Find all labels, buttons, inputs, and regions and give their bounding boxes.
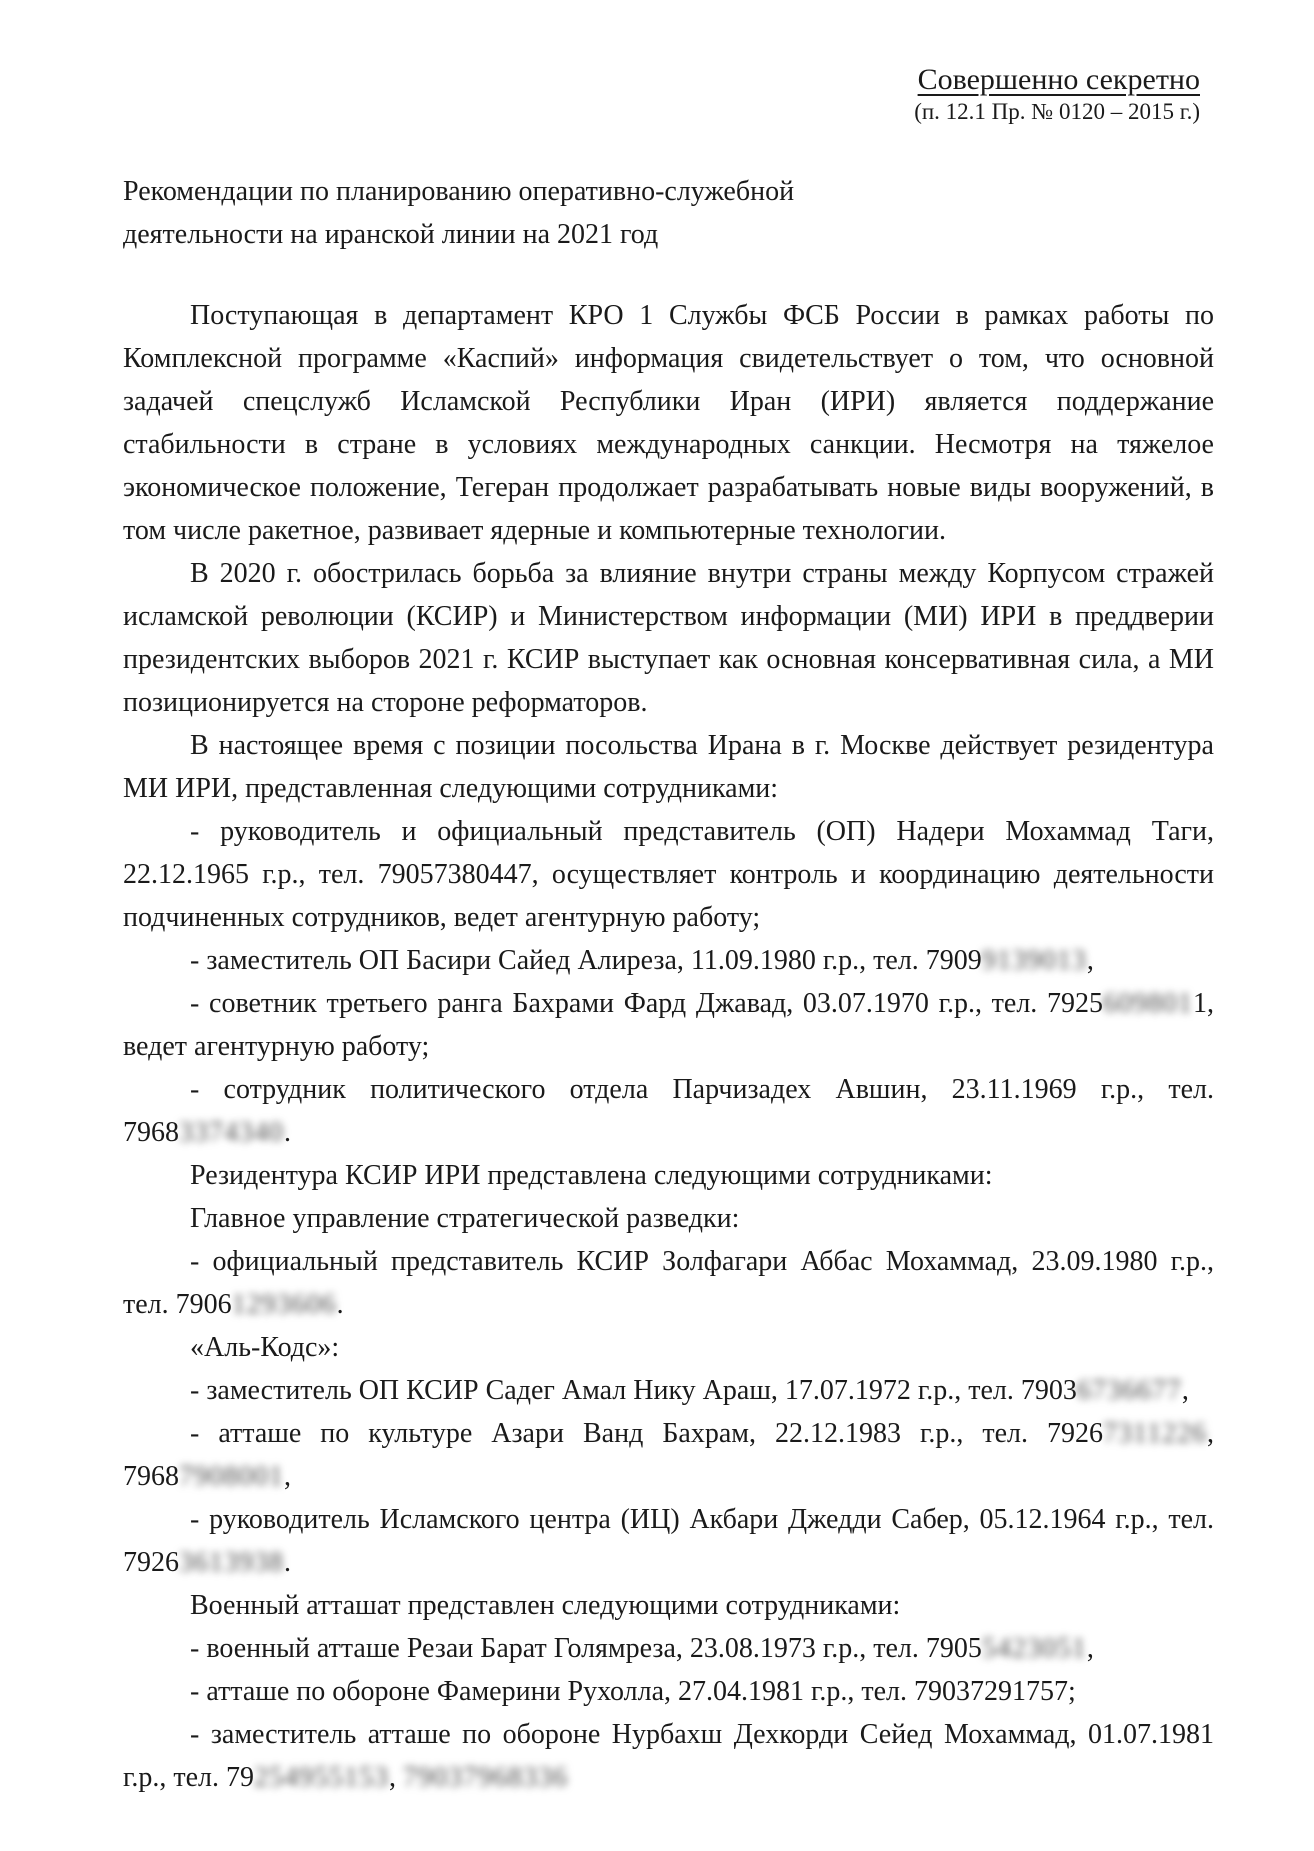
document-title-line: деятельности на иранской линии на 2021 год (123, 219, 659, 250)
redacted-phone-digits: 7908001 (179, 1461, 284, 1492)
redacted-phone-digits: 5423051 (981, 1633, 1087, 1664)
text-run: Поступающая в департамент КРО 1 Службы ФСБ России в рамках работы по Комплексной программе «Каспий» информация свидетельствует о том, что основной задачей спецслужб Исламской Республики Иран (ИРИ) является поддержание стабильности в стране в условиях международных санкции. Несмотря на тяжелое экономическое положение, Тегеран продолжает разрабатывать новые виды вооружений, в том числе ракетное, развивает ядерные и компьютерные технологии. (123, 300, 1214, 546)
text-run: «Аль-Кодс»: (190, 1332, 340, 1363)
text-run: . (284, 1547, 291, 1578)
paragraph-ksir-rezidentura-intro (123, 1154, 1214, 1197)
text-run: Резидентура КСИР ИРИ представлена следующими сотрудниками: (190, 1160, 993, 1191)
redacted-phone-digits: 7311226 (1103, 1418, 1207, 1449)
document-body (123, 294, 1214, 1799)
text-run: В 2020 г. обострилась борьба за влияние внутри страны между Корпусом стражей исламской революции (КСИР) и Министерством информации (МИ) ИРИ в преддверии президентских выборов 2021 г. КСИР выступает как основная консервативная сила, а МИ позиционируется на стороне реформаторов. (123, 558, 1214, 718)
paragraph-intro (123, 294, 1214, 552)
list-item-azari (123, 1412, 1214, 1498)
text-run: - заместитель ОП Басири Сайед Алиреза, 11.09.1980 г.р., тел. 7909 (190, 945, 982, 976)
text-run: Главное управление стратегической разведки: (190, 1203, 740, 1234)
text-run: . (336, 1289, 344, 1320)
classification-note: (п. 12.1 Пр. № 0120 – 2015 г.) (914, 99, 1200, 124)
redacted-phone-digits: 3613938 (179, 1547, 284, 1578)
text-run: - военный атташе Резаи Барат Голямреза, 23.08.1973 г.р., тел. 7905 (190, 1633, 982, 1664)
text-run: - атташе по обороне Фамерини Рухолла, 27.04.1981 г.р., тел. 79037291757; (190, 1676, 1076, 1707)
text-run: - сотрудник политического отдела Парчизадех Авшин, 23.11.1969 г.р., тел. 7968 (123, 1074, 1214, 1148)
text-run: - заместитель атташе по обороне Нурбахш Дехкорди Сейед Мохаммад, 01.07.1981 г.р., тел. 79 (123, 1719, 1214, 1793)
text-run: , (1086, 945, 1094, 976)
document-title-line: Рекомендации по планированию оперативно-служебной (123, 176, 795, 207)
list-item-parchizadeh (123, 1068, 1214, 1154)
text-run: , (284, 1461, 291, 1492)
text-run: , (1181, 1375, 1189, 1406)
text-run: , 7968 (123, 1418, 1214, 1492)
text-run: - руководитель Исламского центра (ИЦ) Акбари Джедди Сабер, 05.12.1964 г.р., тел. 7926 (123, 1504, 1214, 1578)
text-run: . (284, 1117, 291, 1148)
text-run: - официальный представитель КСИР Золфагари Аббас Мохаммад, 23.09.1980 г.р., тел. 7906 (123, 1246, 1214, 1320)
text-run: Военный атташат представлен следующими сотрудниками: (190, 1590, 901, 1621)
text-run: - советник третьего ранга Бахрами Фард Джавад, 03.07.1970 г.р., тел. 7925 (190, 988, 1103, 1019)
list-item-famerini (123, 1670, 1214, 1713)
redacted-phone-digits: 3374340 (179, 1117, 284, 1148)
text-run: , (388, 1762, 403, 1793)
list-item-rezai (123, 1627, 1214, 1670)
redacted-phone-digits: 6736677 (1076, 1375, 1182, 1406)
text-run: 1, ведет агентурную работу; (123, 988, 1214, 1062)
text-run: - атташе по культуре Азари Ванд Бахрам, 22.12.1983 г.р., тел. 7926 (190, 1418, 1104, 1449)
redacted-phone-digits: 609801 (1103, 988, 1193, 1019)
paragraph-al-kods-heading (123, 1326, 1214, 1369)
paragraph-military-attache-intro (123, 1584, 1214, 1627)
document-title (123, 170, 1214, 256)
paragraph-2020-struggle (123, 552, 1214, 724)
list-item-naderi (123, 810, 1214, 939)
text-run: , (1086, 1633, 1094, 1664)
text-run: В настоящее время с позиции посольства Ирана в г. Москве действует резидентура МИ ИРИ, представленная следующими сотрудниками: (123, 730, 1214, 804)
classification-stamp: Совершенно секретно (917, 63, 1200, 96)
list-item-nurbakhsh (123, 1713, 1214, 1799)
redacted-phone-digits: 254955153 (253, 1762, 389, 1793)
list-item-sadeg (123, 1369, 1214, 1412)
list-item-zolfagari (123, 1240, 1214, 1326)
paragraph-strategic-intel-heading (123, 1197, 1214, 1240)
redacted-phone-digits: 9139013 (981, 945, 1087, 976)
text-run: - заместитель ОП КСИР Садег Амал Нику Араш, 17.07.1972 г.р., тел. 7903 (190, 1375, 1077, 1406)
list-item-akbari (123, 1498, 1214, 1584)
list-item-basiri (123, 939, 1214, 982)
redacted-phone-digits: 79037968336 (402, 1762, 568, 1793)
paragraph-mi-rezidentura-intro (123, 724, 1214, 810)
redacted-phone-digits: 1293606 (231, 1289, 337, 1320)
list-item-bahrami (123, 982, 1214, 1068)
text-run: - руководитель и официальный представитель (ОП) Надери Мохаммад Таги, 22.12.1965 г.р., тел. 79057380447, осуществляет контроль и координацию деятельности подчиненных сотрудников, ведет агентурную работу; (123, 816, 1214, 933)
classification-block (123, 62, 1214, 126)
